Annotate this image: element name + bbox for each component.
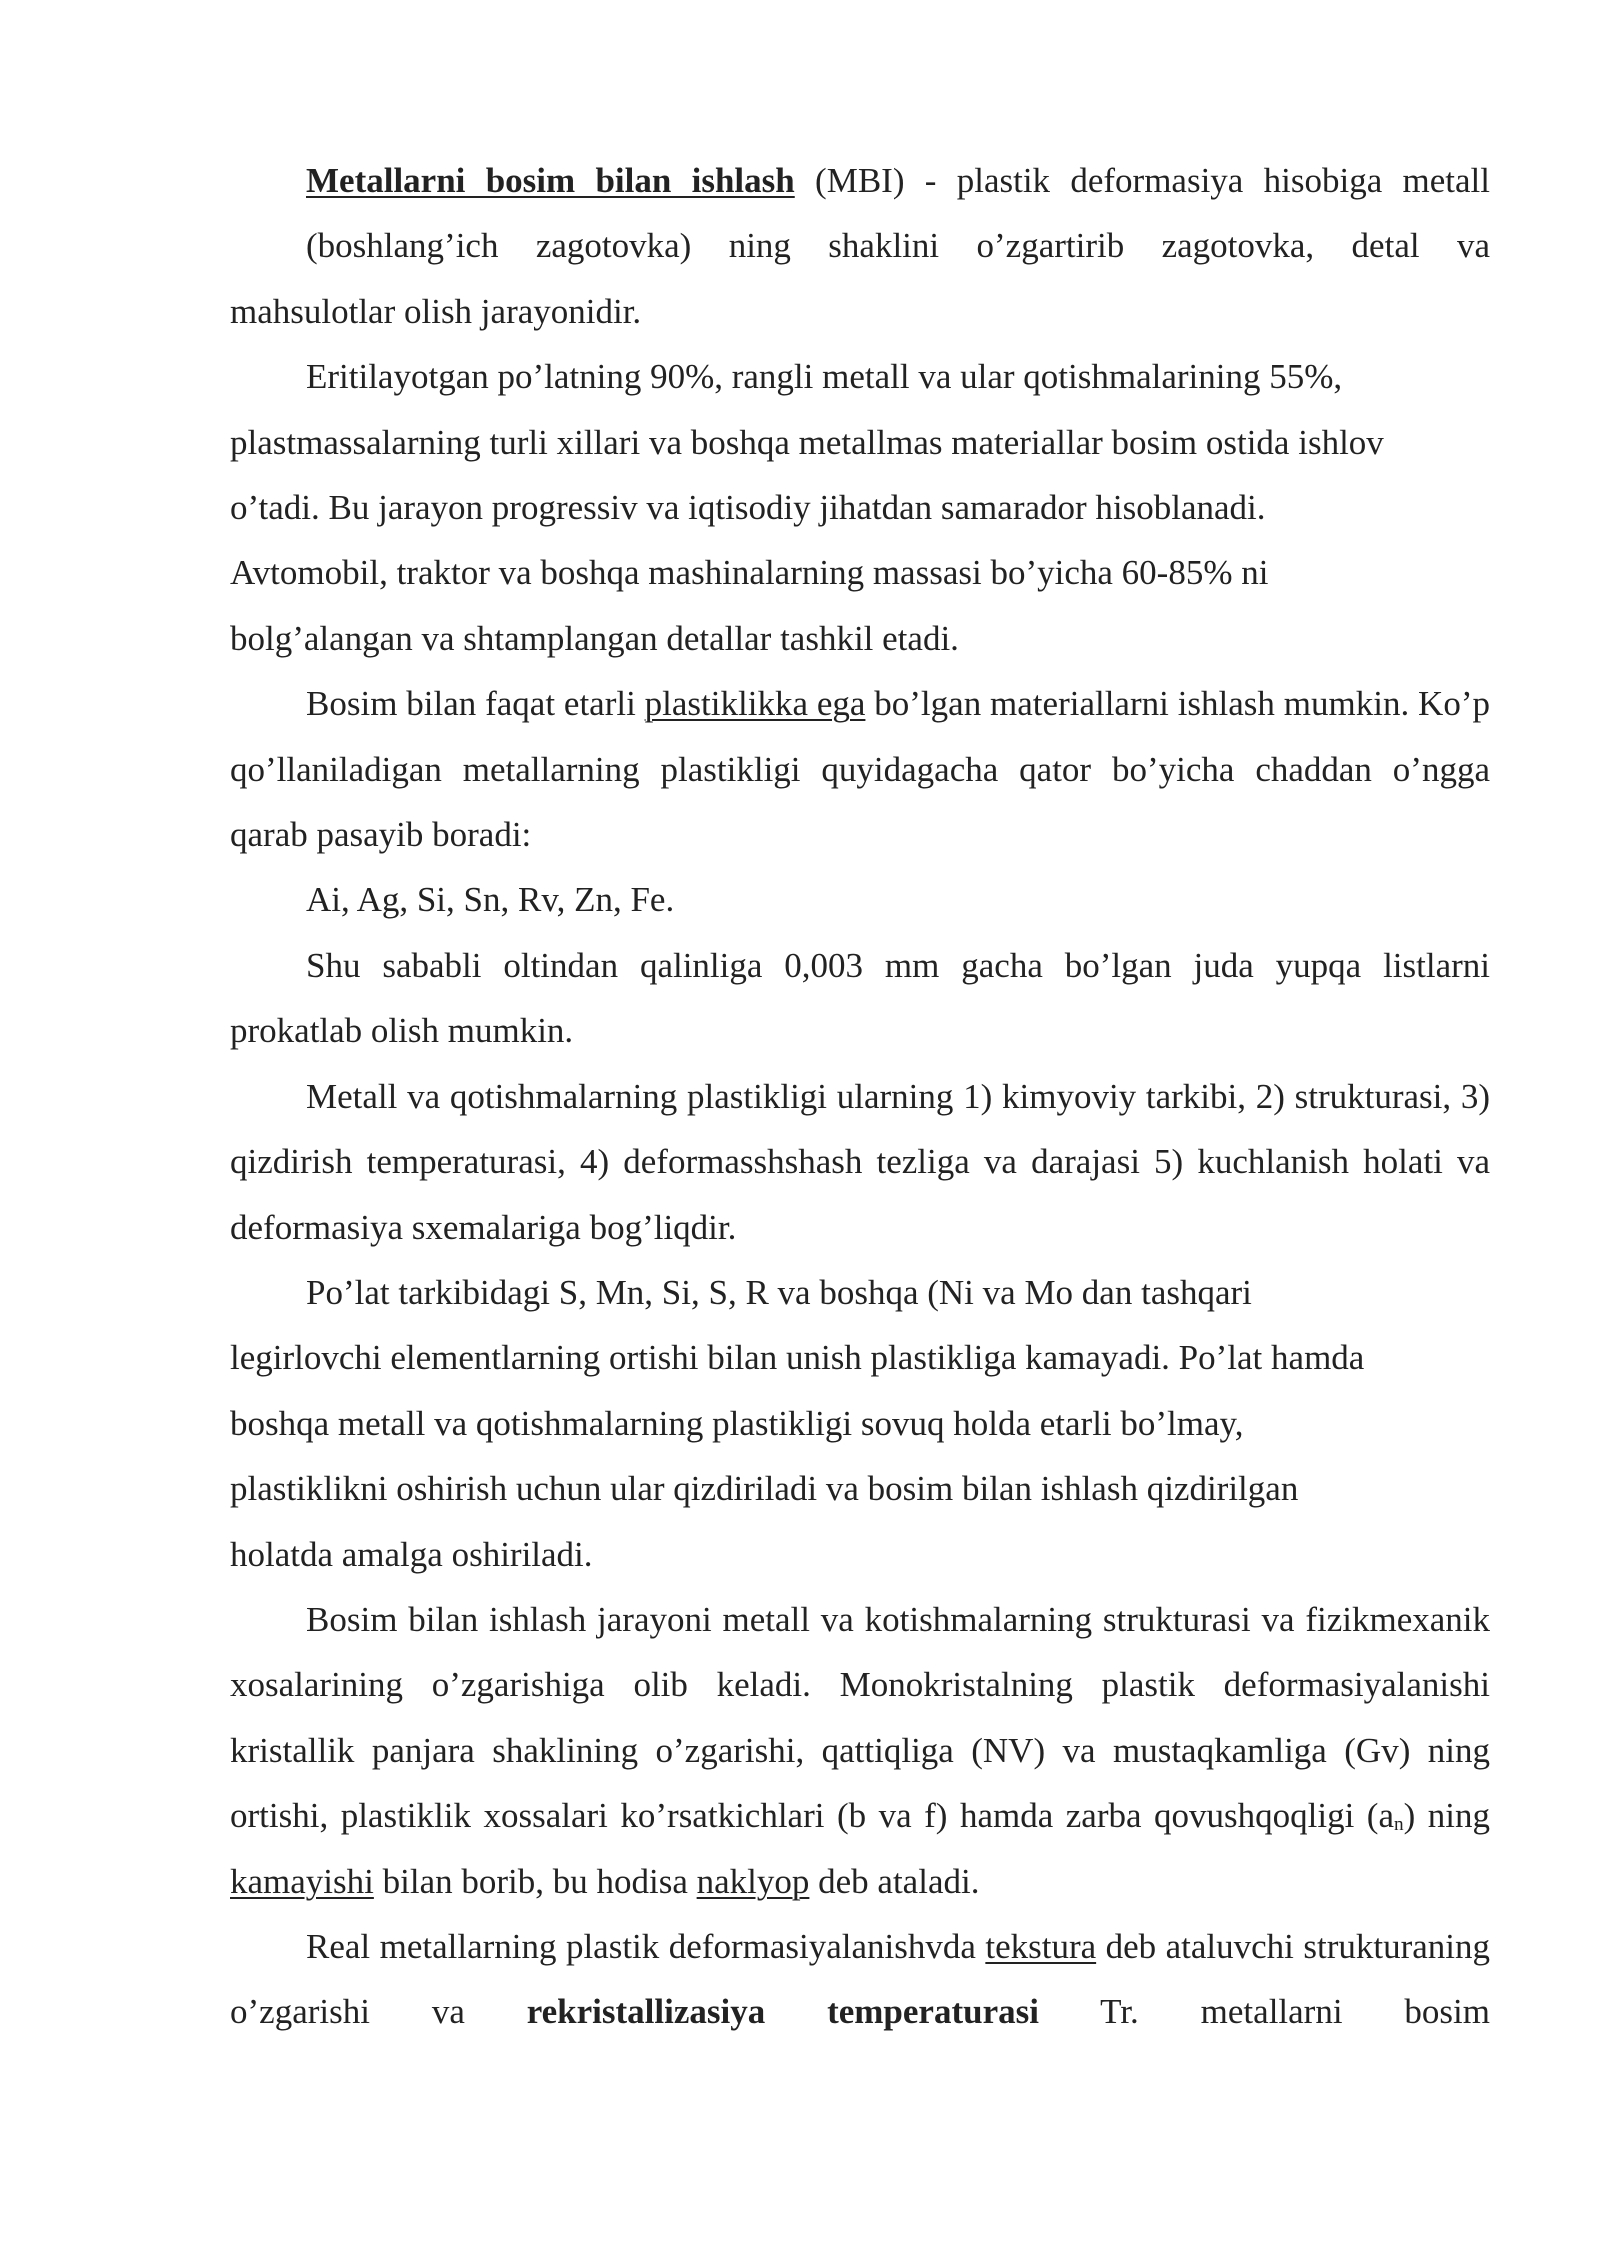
link-naklyop[interactable]: naklyop [696,1861,810,1901]
paragraph-plasticity-factors: Metall va qotishmalarning plastikligi ularning 1) kimyoviy tarkibi, 2) strukturasi, 3) qizdirish temperaturasi, 4) deformasshshash tezliga va darajasi 5) kuchlanish holati va deformasiya sxemalariga bog’liqdir. [230,1076,1490,1247]
text-line: plastiklikni oshirish uchun ular qizdiriladi va bosim bilan ishlash qizdirilgan [230,1469,1299,1509]
paragraph-tekstura [230,1914,1490,2045]
link-tekstura[interactable]: tekstura [985,1926,1097,1966]
document-page [230,148,1490,2045]
link-kamayishi[interactable]: kamayishi [230,1861,374,1901]
definition-line3: mahsulotlar olish jarayonidir. [230,291,642,331]
paragraph-steel-percent [230,344,1490,671]
text-segment: Bosim bilan faqat etarli [306,684,645,724]
paragraph-metal-series: Ai, Ag, Si, Sn, Rv, Zn, Fe. [306,880,675,920]
term-recrystallization-temperature: rekristallizasiya temperaturasi [526,1992,1039,2032]
link-plastiklikka-ega[interactable]: plastiklikka ega [644,684,866,724]
text-line: plastmassalarning turli xillari va boshqa metallmas materiallar bosim ostida ishlov [230,422,1384,462]
definition-line1: (MBI) - plastik deformasiya hisobiga metall [794,161,1490,200]
text-segment: Tr. metallarni bosim [1038,1992,1490,2032]
text-segment: Real metallarning plastik deformasiyalanishvda [306,1926,986,1966]
text-line: Po’lat tarkibidagi S, Mn, Si, S, R va boshqa (Ni va Mo dan tashqari [306,1272,1252,1312]
subscript-n: n [1393,1814,1404,1836]
text-line: Eritilayotgan po’latning 90%, rangli metall va ular qotishmalarining 55%, [306,357,1343,397]
text-line: bolg’alangan va shtamplangan detallar tashkil etadi. [230,618,959,658]
text-line: holatda amalga oshiriladi. [230,1534,593,1574]
text-segment: bilan borib, bu hodisa [373,1861,697,1901]
paragraph-steel-alloying [230,1260,1490,1587]
text-segment: deb ataladi. [809,1861,980,1901]
text-segment: bo’lgan materiallarni ishlash mumkin. Ko’p qo’llaniladigan metallarning plastikligi quyidagacha qator bo’yicha chaddan o’ngga qarab pasayib boradi: [230,684,1490,855]
text-segment: deb ataluvchi strukturaning o’zgarishi va [230,1926,1490,2032]
paragraph-mbi-definition [230,148,1490,213]
text-segment: ) ning [1403,1796,1490,1836]
text-segment: Bosim bilan ishlash jarayoni metall va kotishmalarning strukturasi va fizikmexanik xosalarining o’zgarishiga olib keladi. Monokristalning plastik deformasiyalanishi kristallik panjara shaklining o’zgarishi, qattiqliga (NV) va mustaqkamliga (Gv) ning ortishi, plastiklik xossalari ko’rsatkichlari (b va f) hamda zarba qovushqoqligi (a [230,1599,1490,1836]
paragraph-plasticity [230,671,1490,867]
definition-line2: (boshlang’ich zagotovka) ning shaklini o’zgartirib zagotovka, detal va [306,226,1490,266]
paragraph-gold-sheets: Shu sababli oltindan qalinliga 0,003 mm gacha bo’lgan juda yupqa listlarni prokatlab olish mumkin. [230,945,1490,1051]
paragraph-naklyop [230,1587,1490,1914]
text-line: o’tadi. Bu jarayon progressiv va iqtisodiy jihatdan samarador hisoblanadi. [230,488,1266,528]
text-line: Avtomobil, traktor va boshqa mashinalarning massasi bo’yicha 60-85% ni [230,553,1269,593]
text-line: legirlovchi elementlarning ortishi bilan unish plastikliga kamayadi. Po’lat hamda [230,1338,1365,1378]
term-mbi: Metallarni bosim bilan ishlash [306,161,795,200]
text-line: boshqa metall va qotishmalarning plastikligi sovuq holda etarli bo’lmay, [230,1403,1244,1443]
